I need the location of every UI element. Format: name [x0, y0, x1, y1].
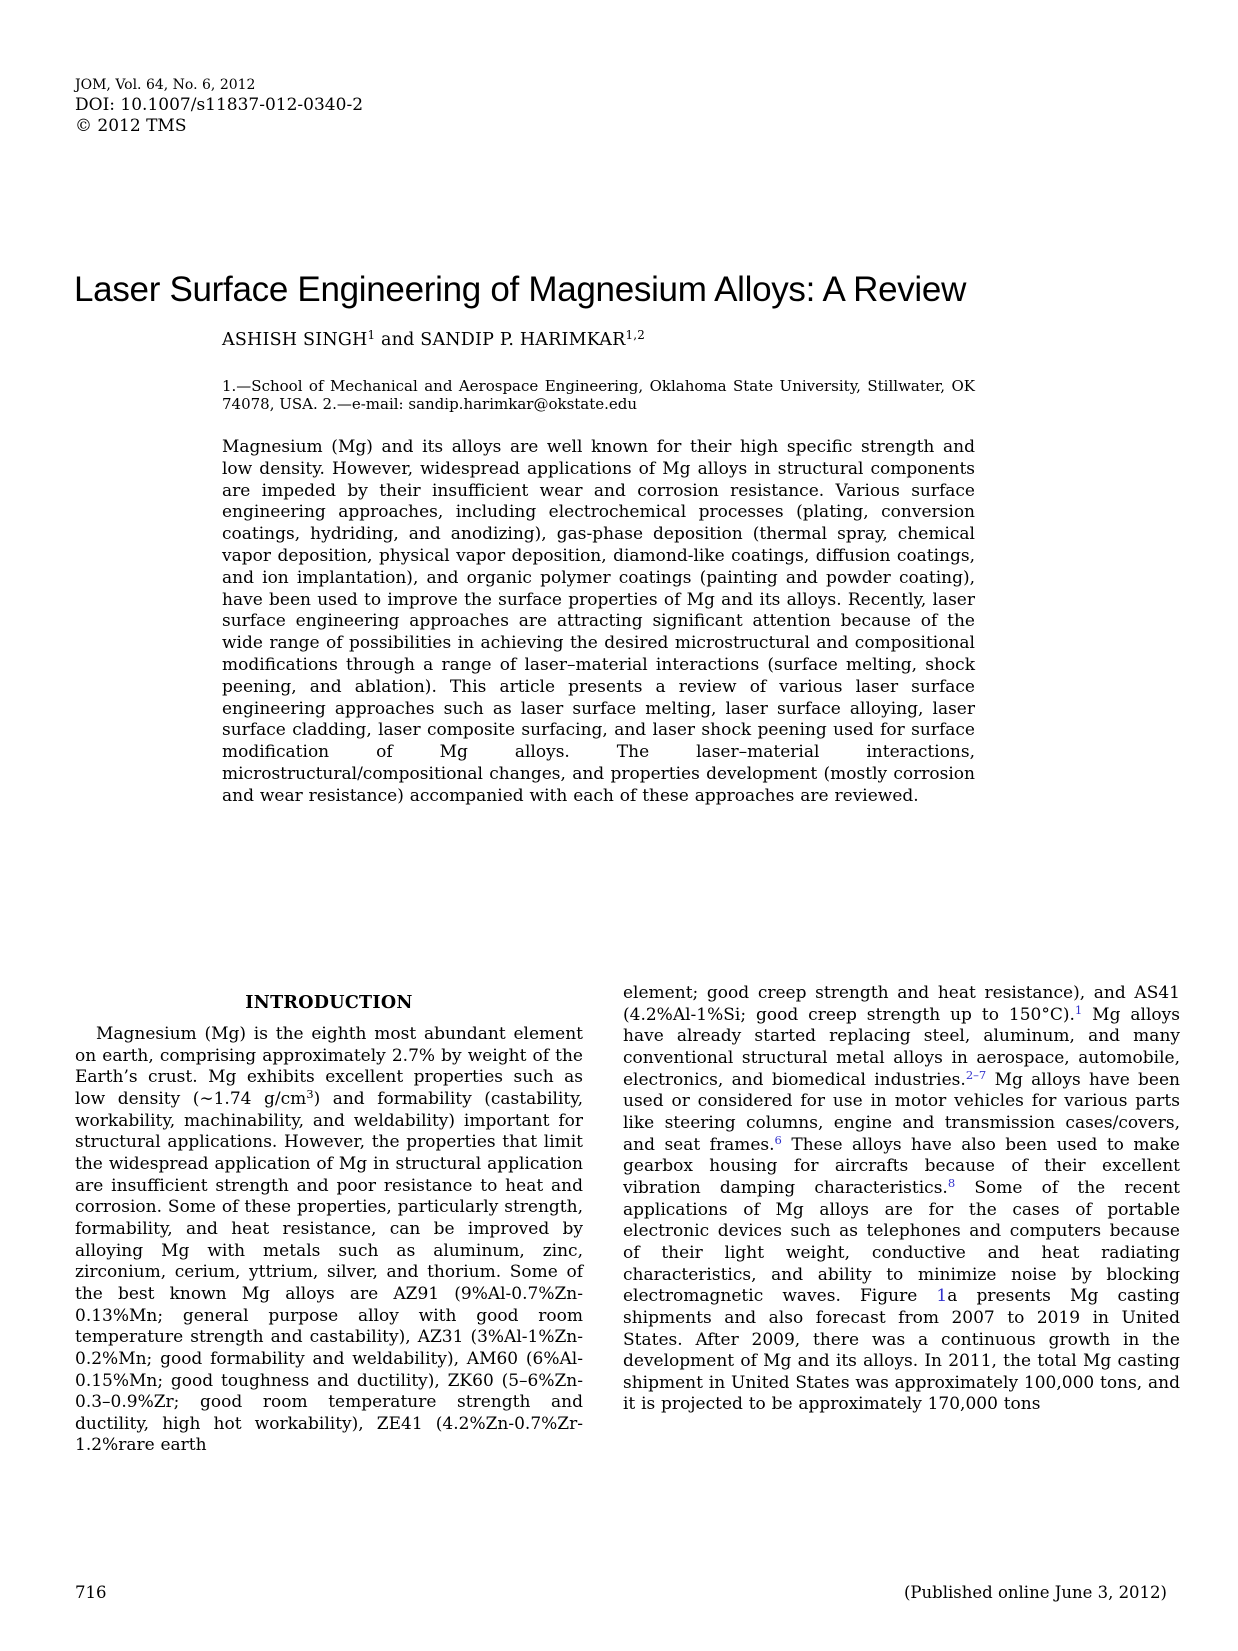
superscript: 1	[367, 328, 376, 343]
page-number: 716	[75, 1583, 107, 1602]
paper-title: Laser Surface Engineering of Magnesium Alloys: A Review	[74, 270, 967, 310]
citation-ref[interactable]: 1	[936, 1286, 948, 1307]
copyright-line: © 2012 TMS	[75, 116, 187, 136]
right-column	[623, 980, 1180, 1457]
column-gap	[583, 980, 623, 1457]
doi-line: DOI: 10.1007/s11837-012-0340-2	[75, 95, 364, 115]
text-run: These alloys have also been used to make gearbox housing for aircrafts because of their excellent vibration damping characteristics.	[623, 1134, 1180, 1198]
citation-ref[interactable]: 1	[1074, 1003, 1083, 1018]
text-run: and SANDIP P. HARIMKAR	[375, 330, 626, 350]
page-footer	[75, 1583, 1167, 1602]
left-column	[75, 980, 583, 1457]
two-column-body	[75, 980, 1180, 1457]
abstract-paragraph: Magnesium (Mg) and its alloys are well known for their high specific strength and low density. However, widespread applications of Mg alloys in structural components are impeded by their insufficient wear and corrosion resistance. Various surface engineering approaches, including electrochemical processes (plating, conversion coatings, hydriding, and anodizing), gas-phase deposition (thermal spray, chemical vapor deposition, physical vapor deposition, diamond-like coatings, diffusion coatings, and ion implantation), and organic polymer coatings (painting and powder coating), have been used to improve the surface properties of Mg and its alloys. Recently, laser surface engineering approaches are attracting significant attention because of the wide range of possibilities in achieving the desired microstructural and compositional modifications through a range of laser–material interactions (surface melting, shock peening, and ablation). This article presents a review of various laser surface engineering approaches such as laser surface melting, laser surface alloying, laser surface cladding, laser composite surfacing, and laser shock peening used for surface modification of Mg alloys. The laser–material interactions, microstructural/compositional changes, and properties development (mostly corrosion and wear resistance) accompanied with each of these approaches are reviewed.	[222, 437, 975, 806]
text-run: Some of the recent applications of Mg alloys are for the cases of portable electronic devices such as telephones and computers because of their light weight, conductive and heat radiating characteristics, and ability to minimize noise by blocking electromagnetic waves. Figure	[623, 1177, 1180, 1307]
citation-ref[interactable]: 2–7	[965, 1068, 987, 1083]
intro-paragraph-right	[623, 983, 1180, 1416]
text-run: ASHISH SINGH	[222, 330, 368, 350]
text-run: Mg alloys have been used or considered for use in motor vehicles for various parts like steering columns, engine and transmission cases/covers, and seat frames.	[623, 1069, 1180, 1155]
text-run: a presents Mg casting shipments and also forecast from 2007 to 2019 in United States. After 2009, there was a continuous growth in the development of Mg and its alloys. In 2011, the total Mg casting shipment in United States was approximately 100,000 tons, and it is projected to be approximately 170,000 tons	[623, 1286, 1180, 1415]
journal-volume-line: JOM, Vol. 64, No. 6, 2012	[75, 77, 256, 93]
text-run: Magnesium (Mg) is the eighth most abundant element on earth, comprising approximately 2.7% by weight of the Earth’s crust. Mg exhibits excellent properties such as low density (∼1.74 g/cm	[75, 1024, 583, 1109]
superscript: 1,2	[625, 328, 646, 343]
superscript: 3	[306, 1087, 314, 1102]
citation-ref[interactable]: 8	[947, 1176, 956, 1191]
front-matter	[75, 76, 363, 136]
intro-paragraph-left	[75, 1024, 583, 1457]
citation-ref[interactable]: 6	[774, 1133, 782, 1148]
published-online-note: (Published online June 3, 2012)	[904, 1583, 1167, 1602]
text-run: Mg alloys have already started replacing steel, aluminum, and many conventional structural metal alloys in aerospace, automobile, electronics, and biomedical industries.	[623, 1004, 1180, 1090]
authors-line	[222, 330, 975, 350]
text-run: element; good creep strength and heat resistance), and AS41 (4.2%Al-1%Si; good creep strength up to 150°C).	[623, 983, 1180, 1025]
text-run: ) and formability (castability, workability, machinability, and weldability) important for structural applications. However, the properties that limit the widespread application of Mg in structural application are insufficient strength and poor resistance to heat and corrosion. Some of these properties, particularly strength, formability, and heat resistance, can be improved by alloying Mg with metals such as aluminum, zinc, zirconium, cerium, yttrium, silver, and thorium. Some of the best known Mg alloys are AZ91 (9%Al-0.7%Zn-0.13%Mn; general purpose alloy with good room temperature strength and castability), AZ31 (3%Al-1%Zn-0.2%Mn; good formability and weldability), AM60 (6%Al-0.15%Mn; good toughness and ductility), ZK60 (5–6%Zn-0.3–0.9%Zr; good room temperature strength and ductility, high hot workability), ZE41 (4.2%Zn-0.7%Zr-1.2%rare earth	[75, 1088, 583, 1456]
section-heading-introduction: INTRODUCTION	[245, 993, 413, 1013]
affiliation-note: 1.—School of Mechanical and Aerospace Engineering, Oklahoma State University, Stillwater, OK 74078, USA. 2.—e-mail: sandip.harimkar@okstate.edu	[222, 377, 975, 413]
